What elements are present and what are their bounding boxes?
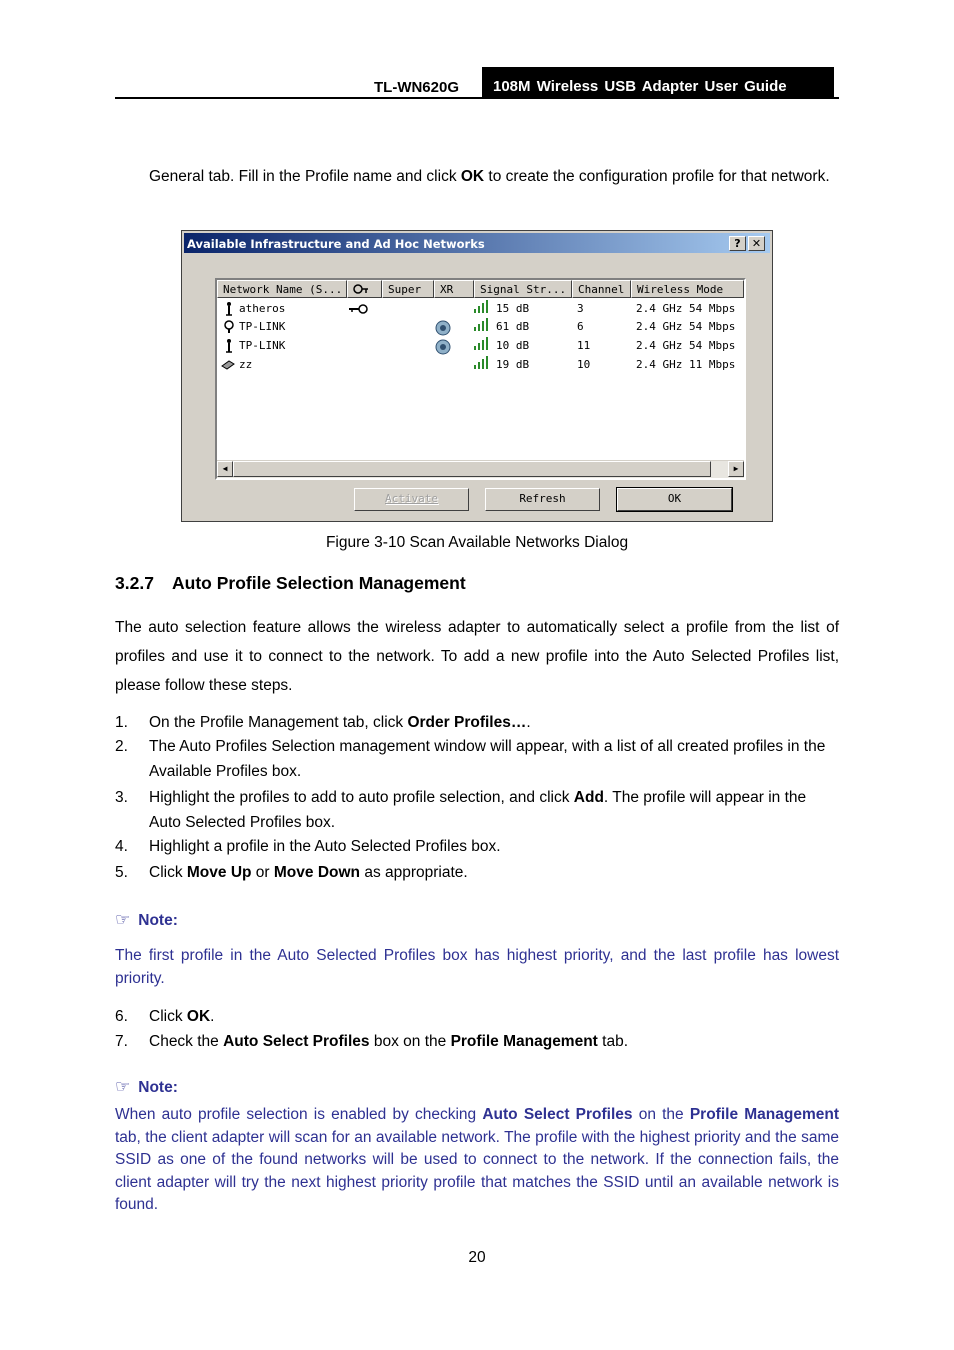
close-icon[interactable]: ✕ xyxy=(748,236,765,251)
body-paragraph: The auto selection feature allows the wireless adapter to automatically select a profile from the list of profiles and use it to connect to the network. To add a new profile into the Auto Selected Profiles list, please follow these steps. xyxy=(115,619,839,694)
header-model: TL-WN620G xyxy=(374,79,460,96)
list-item: 6. Click OK. xyxy=(115,1008,215,1025)
wireless-mode: 2.4 GHz 11 Mbps xyxy=(636,358,736,371)
infrastructure-icon xyxy=(224,302,234,316)
column-channel[interactable]: Channel xyxy=(572,280,631,298)
network-list[interactable] xyxy=(215,278,746,480)
connected-network-icon xyxy=(223,320,235,334)
activate-button[interactable]: Activate xyxy=(354,488,469,511)
column-security[interactable] xyxy=(347,280,382,298)
signal-bars-icon xyxy=(473,337,489,351)
header-rule xyxy=(115,97,839,99)
column-super[interactable]: Super xyxy=(382,280,434,298)
section-heading xyxy=(115,573,466,594)
horizontal-scrollbar[interactable] xyxy=(217,460,744,478)
pointing-hand-icon: ☞ xyxy=(115,910,131,930)
wireless-mode: 2.4 GHz 54 Mbps xyxy=(636,320,736,333)
network-name: TP-LINK xyxy=(239,320,286,333)
column-signal-strength[interactable]: Signal Str... xyxy=(474,280,572,298)
scroll-left-icon[interactable]: ◀ xyxy=(217,461,233,477)
figure-caption: Figure 3-10 Scan Available Networks Dialog xyxy=(325,534,629,551)
section-title: Auto Profile Selection Management xyxy=(172,573,466,593)
channel: 6 xyxy=(577,320,584,333)
list-item: 2. The Auto Profiles Selection management window will appear, with a list of all created profiles in the Available Profiles box. xyxy=(115,738,826,780)
wireless-mode: 2.4 GHz 54 Mbps xyxy=(636,339,736,352)
help-button[interactable]: ? xyxy=(729,236,746,251)
list-item: 4. Highlight a profile in the Auto Selected Profiles box. xyxy=(115,838,501,855)
list-item: 1. On the Profile Management tab, click Order Profiles…. xyxy=(115,714,531,731)
network-name: zz xyxy=(239,358,253,371)
scroll-thumb[interactable] xyxy=(233,461,711,477)
list-item: 5. Click Move Up or Move Down as appropriate. xyxy=(115,864,468,881)
signal-bars-icon xyxy=(473,318,489,332)
signal-strength: 15 dB xyxy=(496,302,530,315)
signal-strength: 10 dB xyxy=(496,339,530,352)
page-number: 20 xyxy=(468,1249,486,1266)
network-name: TP-LINK xyxy=(239,339,286,352)
xr-icon xyxy=(435,320,451,336)
dialog-title-bar xyxy=(184,233,770,253)
pointing-hand-icon: ☞ xyxy=(115,1077,131,1097)
section-number: 3.2.7 xyxy=(115,573,154,593)
channel: 3 xyxy=(577,302,584,315)
note-heading: ☞ Note: xyxy=(115,1077,178,1097)
signal-strength: 19 dB xyxy=(496,358,530,371)
channel: 11 xyxy=(577,339,591,352)
note-text: The first profile in the Auto Selected Profiles box has highest priority, and the last profile has lowest priority. xyxy=(115,947,839,987)
signal-strength: 61 dB xyxy=(496,320,530,333)
infrastructure-icon xyxy=(224,339,234,353)
list-item: 3. Highlight the profiles to add to auto profile selection, and click Add. The profile will appear in the Auto Selected Profiles box. xyxy=(115,789,807,831)
note-heading: ☞ Note: xyxy=(115,910,178,930)
list-item: 7. Check the Auto Select Profiles box on the Profile Management tab. xyxy=(115,1033,629,1050)
wireless-mode: 2.4 GHz 54 Mbps xyxy=(636,302,736,315)
network-name: atheros xyxy=(239,302,286,315)
dialog-title: Available Infrastructure and Ad Hoc Networks xyxy=(187,237,485,251)
column-network-name[interactable]: Network Name (S... xyxy=(217,280,347,298)
refresh-button[interactable]: Refresh xyxy=(485,488,600,511)
header-guide-title: 108M Wireless USB Adapter User Guide xyxy=(482,67,834,98)
security-key-icon xyxy=(348,304,368,314)
note-text: When auto profile selection is enabled by checking Auto Select Profiles on the Profile Management tab, the client adapter will scan for an available network. The profile with the highest priority and the same SSID as one of the found networks will be used to connect to the network. If the connection fails, the client adapter will try the next highest priority profile that matches the SSID until an available network is found. xyxy=(115,1106,839,1213)
signal-bars-icon xyxy=(473,300,489,314)
xr-icon xyxy=(435,339,451,355)
adhoc-network-icon xyxy=(221,360,235,370)
column-xr[interactable]: XR xyxy=(434,280,474,298)
intro-paragraph: General tab. Fill in the Profile name and click OK to create the configuration profile for that network. xyxy=(149,168,830,185)
column-wireless-mode[interactable]: Wireless Mode xyxy=(631,280,744,298)
ok-button[interactable]: OK xyxy=(617,488,732,511)
available-networks-dialog xyxy=(181,230,773,522)
security-key-icon xyxy=(353,283,369,296)
channel: 10 xyxy=(577,358,591,371)
signal-bars-icon xyxy=(473,356,489,370)
scroll-right-icon[interactable]: ▶ xyxy=(728,461,744,477)
